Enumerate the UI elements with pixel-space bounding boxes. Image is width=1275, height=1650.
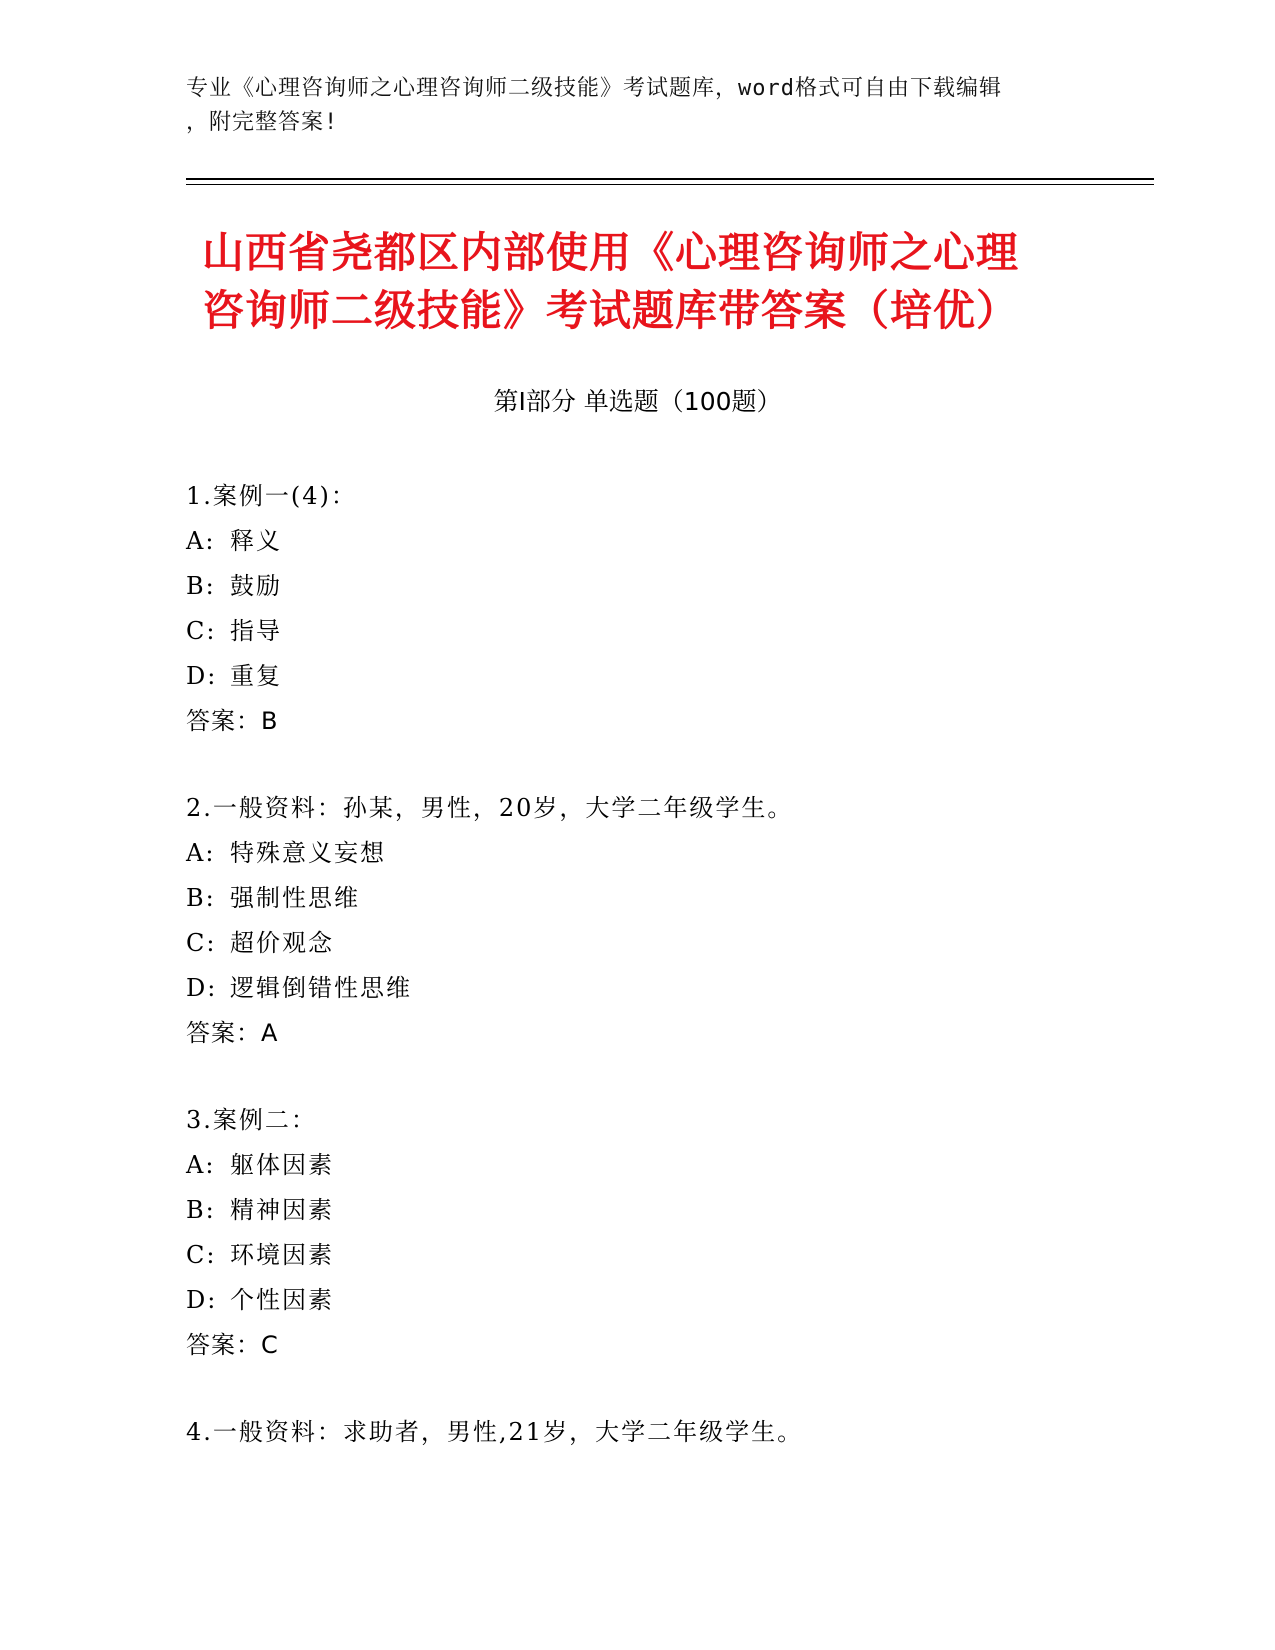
question-1: [186, 474, 1146, 744]
option-b: [186, 876, 1146, 921]
option-b: [186, 1188, 1146, 1233]
option-letter: B:: [186, 1196, 216, 1224]
option-text: 鼓励: [230, 572, 282, 600]
option-c: [186, 921, 1146, 966]
option-letter: A:: [186, 527, 216, 555]
option-a: [186, 519, 1146, 564]
question-4: [186, 1410, 1146, 1455]
option-text: 释义: [230, 527, 282, 555]
document-title-line-1: 山西省尧都区内部使用《心理咨询师之心理: [202, 228, 1020, 277]
header-rule-thin: [186, 184, 1154, 185]
option-letter: B:: [186, 572, 216, 600]
question-2: [186, 786, 1146, 1056]
option-letter: D:: [186, 662, 218, 690]
question-stem: 3.案例二：: [186, 1106, 317, 1134]
option-letter: A:: [186, 839, 216, 867]
answer-line: 答案：C: [186, 1331, 279, 1359]
answer-line: 答案：A: [186, 1019, 279, 1047]
option-c: [186, 609, 1146, 654]
option-text: 重复: [230, 662, 282, 690]
question-stem: 1.案例一(4)：: [186, 482, 357, 510]
header-rule-thick: [186, 178, 1154, 180]
option-text: 强制性思维: [230, 884, 360, 912]
option-letter: C:: [186, 617, 217, 645]
intro-text: [186, 72, 1066, 140]
intro-line-1: 专业《心理咨询师之心理咨询师二级技能》考试题库，word格式可自由下载编辑: [186, 76, 1002, 101]
option-letter: C:: [186, 929, 217, 957]
option-c: [186, 1233, 1146, 1278]
option-letter: C:: [186, 1241, 217, 1269]
document-title: [202, 224, 1102, 340]
option-letter: B:: [186, 884, 216, 912]
option-text: 特殊意义妄想: [230, 839, 386, 867]
question-stem: 2.一般资料：孙某，男性，20岁，大学二年级学生。: [186, 794, 794, 822]
section-heading: 第Ⅰ部分 单选题（100题）: [493, 387, 782, 416]
option-letter: D:: [186, 974, 218, 1002]
option-text: 躯体因素: [230, 1151, 334, 1179]
option-d: [186, 654, 1146, 699]
document-title-line-2: 咨询师二级技能》考试题库带答案（培优）: [202, 286, 1020, 335]
option-b: [186, 564, 1146, 609]
option-text: 指导: [230, 617, 282, 645]
option-text: 逻辑倒错性思维: [230, 974, 412, 1002]
option-d: [186, 966, 1146, 1011]
answer-line: 答案：B: [186, 707, 279, 735]
option-d: [186, 1278, 1146, 1323]
option-a: [186, 831, 1146, 876]
option-text: 精神因素: [230, 1196, 334, 1224]
option-text: 环境因素: [230, 1241, 334, 1269]
option-letter: D:: [186, 1286, 218, 1314]
question-stem: 4.一般资料：求助者，男性,21岁，大学二年级学生。: [186, 1418, 804, 1446]
option-letter: A:: [186, 1151, 216, 1179]
question-3: [186, 1098, 1146, 1368]
option-text: 超价观念: [230, 929, 334, 957]
option-a: [186, 1143, 1146, 1188]
question-list: [186, 474, 1146, 1497]
intro-line-2: ，附完整答案!: [186, 110, 339, 135]
option-text: 个性因素: [230, 1286, 334, 1314]
